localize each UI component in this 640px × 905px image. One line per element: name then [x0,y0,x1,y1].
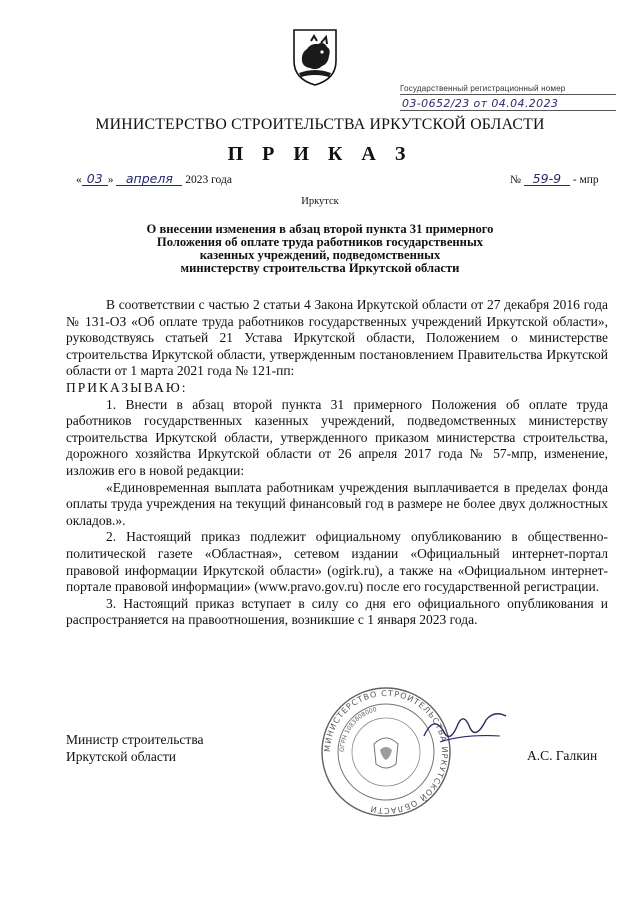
date-month: апреля [116,172,182,186]
order-body [66,297,608,629]
signer-position-line: Министр строительства [66,732,204,747]
clause-2: 2. Настоящий приказ подлежит официальному опубликованию в общественно-политической газете «Областная», сетевом издании «Официальный интернет-портал правовой информации Иркутской области» (ogirk.ru), а также на «Официальном интернет-портале правовой информации» (www.pravo.gov.ru) после его государственной регистрации. [66,529,608,595]
date-year: 2023 года [185,174,232,186]
seal-text: МИНИСТЕРСТВО СТРОИТЕЛЬСТВА ИРКУТСКОЙ ОБЛАСТИ [322,688,450,816]
subject-line: министерству строительства Иркутской области [180,261,460,275]
signer-position [66,731,204,765]
registration-label: Государственный регистрационный номер [400,84,616,95]
number-suffix: - мпр [572,174,599,186]
clause-3: 3. Настоящий приказ вступает в силу со дня его официального опубликования и распространяется на правоотношения, возникшие с 1 января 2023 года. [66,595,608,628]
date-day: 03 [82,172,108,186]
number-value: 59-9 [524,172,570,186]
clause-1-quote: «Единовременная выплата работникам учреждения выплачивается в пределах фонда оплаты труда учреждения на текущий финансовый год в размере не более двух должностных окладов.». [66,479,608,528]
preamble-paragraph: В соответствии с частью 2 статьи 4 Закона Иркутской области от 27 декабря 2016 года № 131-ОЗ «Об оплате труда работников государственных учреждений Иркутской области», руководствуясь статьей 21 Устава Иркутской области, Положением о министерстве строительства Иркутской области, утвержденным постановлением Правительства Иркутской области от 1 марта 2021 года № 121-пп: [66,297,608,379]
registration-number: 03-0652/23 от 04.04.2023 [400,97,616,111]
subject-line: Положения об оплате труда работников государственных [156,235,484,249]
ministry-name: МИНИСТЕРСТВО СТРОИТЕЛЬСТВА ИРКУТСКОЙ ОБЛАСТИ [95,116,545,133]
city: Иркутск [301,196,339,207]
handwritten-signature-icon [420,706,510,756]
order-number [510,172,599,186]
order-subject [90,223,550,275]
order-keyword: ПРИКАЗЫВАЮ: [66,379,188,395]
signer-name: А.С. Галкин [527,748,598,763]
registration-block [400,84,616,111]
clause-1: 1. Внести в абзац второй пункта 31 примерного Положения об оплате труда работников государственных казенных учреждений, подведомственных министерству строительства Иркутской области, утвержденного приказом министерства строительства, дорожного хозяйства Иркутской области от 26 апреля 2017 года № 57-мпр, изменение, изложив его в новой редакции: [66,396,608,478]
date-quote-close: » [107,174,114,186]
document-title: П Р И К А З [227,143,413,165]
signer-position-line: Иркутской области [66,749,177,764]
subject-line: казенных учреждений, подведомственных [199,248,441,262]
date-quote-open: « [76,174,82,186]
coat-of-arms-icon [291,27,339,87]
seal-ogrn: ОГРН 1083808000 [338,706,378,753]
number-prefix: № [510,174,521,186]
order-date [76,172,232,186]
subject-line: О внесении изменения в абзац второй пункта 31 примерного [146,222,494,236]
